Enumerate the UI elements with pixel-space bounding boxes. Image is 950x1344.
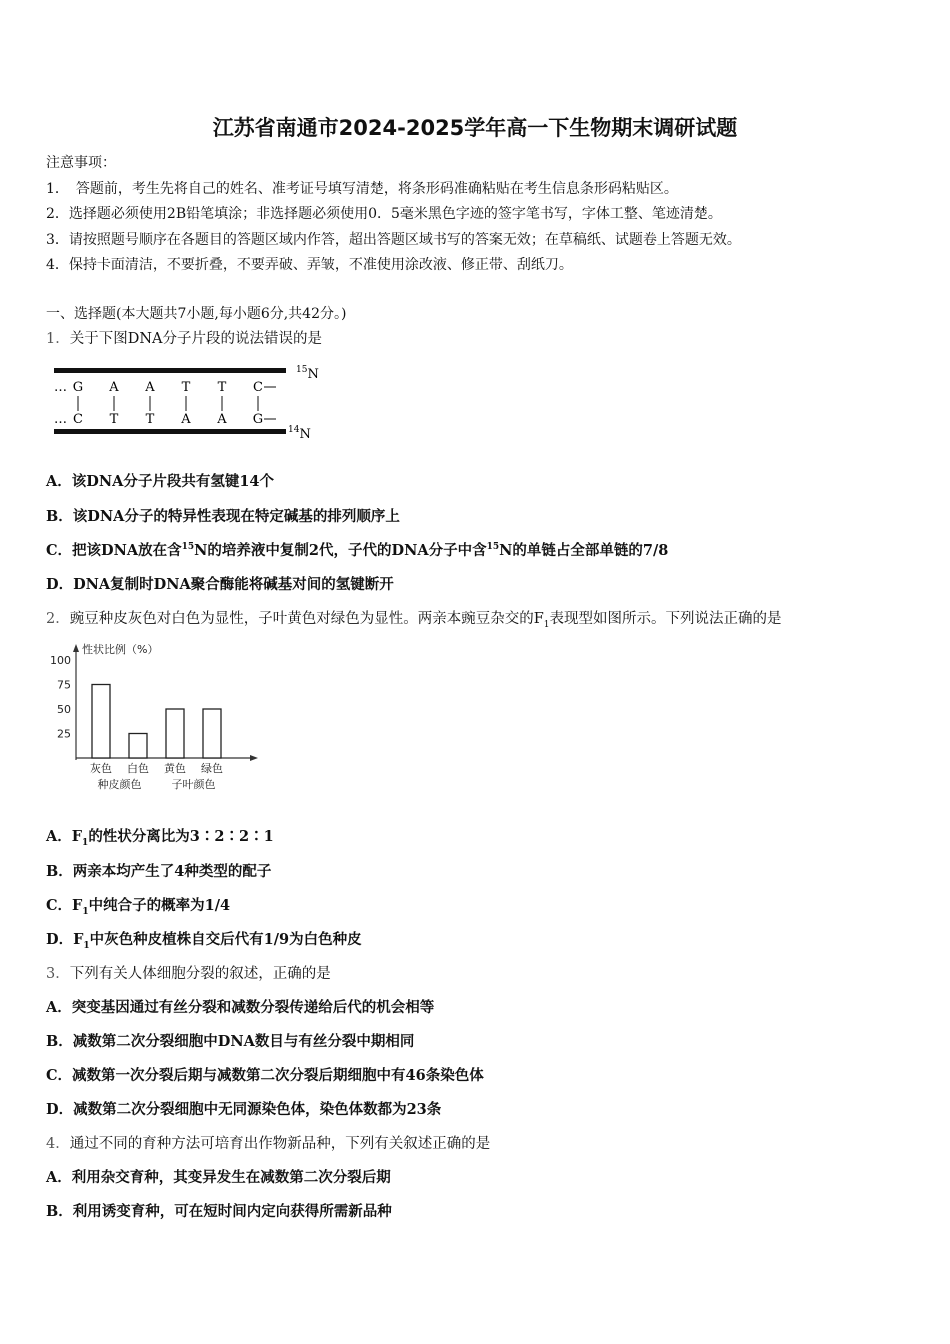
x-category-label: 灰色 <box>90 762 112 775</box>
q1-option-c[interactable] <box>46 539 668 560</box>
note-item-2: 2．选择题必须使用2B铅笔填涂；非选择题必须使用0．5毫米黑色字迹的签字笔书写，字体工整、笔迹清楚。 <box>46 206 722 222</box>
question-4 <box>46 1132 490 1153</box>
top-base-a: A <box>109 380 119 395</box>
section-heading: 一、选择题(本大题共7小题,每小题6分,共42分。) <box>46 306 347 322</box>
top-base-t: T <box>217 380 227 395</box>
question-text-post: 表现型如图所示。下列说法正确的是 <box>549 611 782 627</box>
top-base-c: C <box>253 380 263 395</box>
q2-option-d-sub: 1 <box>83 940 90 951</box>
y-axis-arrow <box>73 644 79 652</box>
q2-option-d-post: 中灰色种皮植株自交后代有1/9为白色种皮 <box>89 931 362 948</box>
q2-option-a-post: 的性状分离比为3∶2∶2∶1 <box>88 828 274 845</box>
q2-option-d-pre: D．F <box>46 931 84 948</box>
bottom-base-g: G <box>252 412 264 427</box>
top-ellipsis: … <box>54 380 67 395</box>
q1-option-c-sup1: 15 <box>181 542 195 553</box>
q1-option-c-mid: N的培养液中复制2代，子代的DNA分子中含 <box>194 542 487 559</box>
bottom-label-sup: 14 <box>288 425 300 435</box>
question-text: 通过不同的育种方法可培育出作物新品种，下列有关叙述正确的是 <box>69 1136 491 1152</box>
q3-option-d[interactable]: D．减数第二次分裂细胞中无同源染色体，染色体数都为23条 <box>46 1101 442 1118</box>
bar-3 <box>166 709 184 758</box>
svg-text:15N <box>296 365 319 382</box>
note-item-4: 4．保持卡面清洁，不要折叠，不要弄破、弄皱，不准使用涂改液、修正带、刮纸刀。 <box>46 257 573 273</box>
bar-chart-svg <box>44 638 274 798</box>
bottom-ellipsis: … <box>54 412 67 427</box>
top-base-a: A <box>145 380 155 395</box>
x-category-label: 黄色 <box>164 762 186 775</box>
question-2 <box>46 607 782 630</box>
q2-option-c[interactable] <box>46 894 230 917</box>
group-label: 子叶颜色 <box>171 778 216 791</box>
question-number: 4． <box>46 1136 70 1152</box>
q2-option-c-pre: C．F <box>46 897 83 914</box>
bottom-base-a: A <box>181 412 191 427</box>
bar-chart <box>44 638 274 798</box>
x-category-label: 白色 <box>127 762 149 775</box>
dna-diagram <box>48 360 328 442</box>
question-number: 3． <box>46 966 70 982</box>
bottom-base-t: T <box>145 412 155 427</box>
question-text: 关于下图DNA分子片段的说法错误的是 <box>69 331 323 347</box>
x-category-label: 绿色 <box>201 762 223 775</box>
q1-option-c-sup2: 15 <box>486 542 500 553</box>
note-item-3: 3．请按照题号顺序在各题目的答题区域内作答，超出答题区域书写的答案无效；在草稿纸、试题卷上答题无效。 <box>46 232 741 248</box>
question-text: 下列有关人体细胞分裂的叙述，正确的是 <box>69 966 331 982</box>
bottom-base-t: T <box>109 412 119 427</box>
group-label: 种皮颜色 <box>97 778 142 791</box>
q3-option-c[interactable]: C．减数第一次分裂后期与减数第二次分裂后期细胞中有46条染色体 <box>46 1067 484 1084</box>
y-tick-label: 25 <box>57 727 71 741</box>
bottom-backbone <box>54 429 286 434</box>
y-tick-label: 50 <box>57 703 71 716</box>
bar-1 <box>92 685 110 759</box>
x-axis-arrow <box>250 755 258 761</box>
bottom-base-c: C <box>73 412 83 427</box>
top-backbone <box>54 368 286 373</box>
y-tick-label: 75 <box>57 678 71 692</box>
q2-option-b[interactable]: B．两亲本均产生了4种类型的配子 <box>46 863 272 880</box>
bar-4 <box>203 709 221 758</box>
q1-option-d[interactable]: D．DNA复制时DNA聚合酶能将碱基对间的氢键断开 <box>46 576 394 593</box>
top-label: N <box>307 367 319 382</box>
q2-option-a-sub: 1 <box>82 837 89 848</box>
q1-option-b[interactable]: B．该DNA分子的特异性表现在特定碱基的排列顺序上 <box>46 508 400 525</box>
q1-option-a[interactable]: A．该DNA分子片段共有氢键14个 <box>46 473 275 490</box>
top-base-t: T <box>181 380 191 395</box>
q2-option-c-sub: 1 <box>82 906 89 917</box>
question-1 <box>46 327 322 348</box>
bar-2 <box>129 734 147 759</box>
question-number: 1． <box>46 331 70 347</box>
q2-option-a[interactable] <box>46 825 274 848</box>
top-label-sup: 15 <box>296 365 308 375</box>
q2-option-a-pre: A．F <box>46 828 83 845</box>
question-3 <box>46 962 331 983</box>
y-tick-label: 100 <box>50 654 71 667</box>
dna-diagram-svg <box>48 360 328 442</box>
chart-ylabel: 性状比例（%） <box>82 643 159 656</box>
page-title: 江苏省南通市2024-2025学年高一下生物期末调研试题 <box>212 116 738 140</box>
notes-heading: 注意事项： <box>46 155 116 171</box>
q4-option-b[interactable]: B．利用诱变育种，可在短时间内定向获得所需新品种 <box>46 1203 392 1220</box>
q4-option-a[interactable]: A．利用杂交育种，其变异发生在减数第二次分裂后期 <box>46 1169 391 1186</box>
q1-option-c-pre: C．把该DNA放在含 <box>46 542 182 559</box>
q3-option-a[interactable]: A．突变基因通过有丝分裂和减数分裂传递给后代的机会相等 <box>46 999 435 1016</box>
q2-option-d[interactable] <box>46 928 362 951</box>
question-text-pre: 豌豆种皮灰色对白色为显性，子叶黄色对绿色为显性。两亲本豌豆杂交的F <box>69 611 544 627</box>
bottom-label: N <box>299 427 311 442</box>
question-text-sub: 1 <box>543 619 550 630</box>
q1-option-c-post: N的单链占全部单链的7/8 <box>499 542 669 559</box>
bottom-base-a: A <box>217 412 227 427</box>
q3-option-b[interactable]: B．减数第二次分裂细胞中DNA数目与有丝分裂中期相同 <box>46 1033 415 1050</box>
svg-text:14N <box>288 425 311 442</box>
question-number: 2． <box>46 611 70 627</box>
note-item-1: 1． 答题前，考生先将自己的姓名、准考证号填写清楚，将条形码准确粘贴在考生信息条形码粘贴区。 <box>46 181 678 197</box>
top-base-g: G <box>72 380 84 395</box>
q2-option-c-post: 中纯合子的概率为1/4 <box>88 897 231 914</box>
